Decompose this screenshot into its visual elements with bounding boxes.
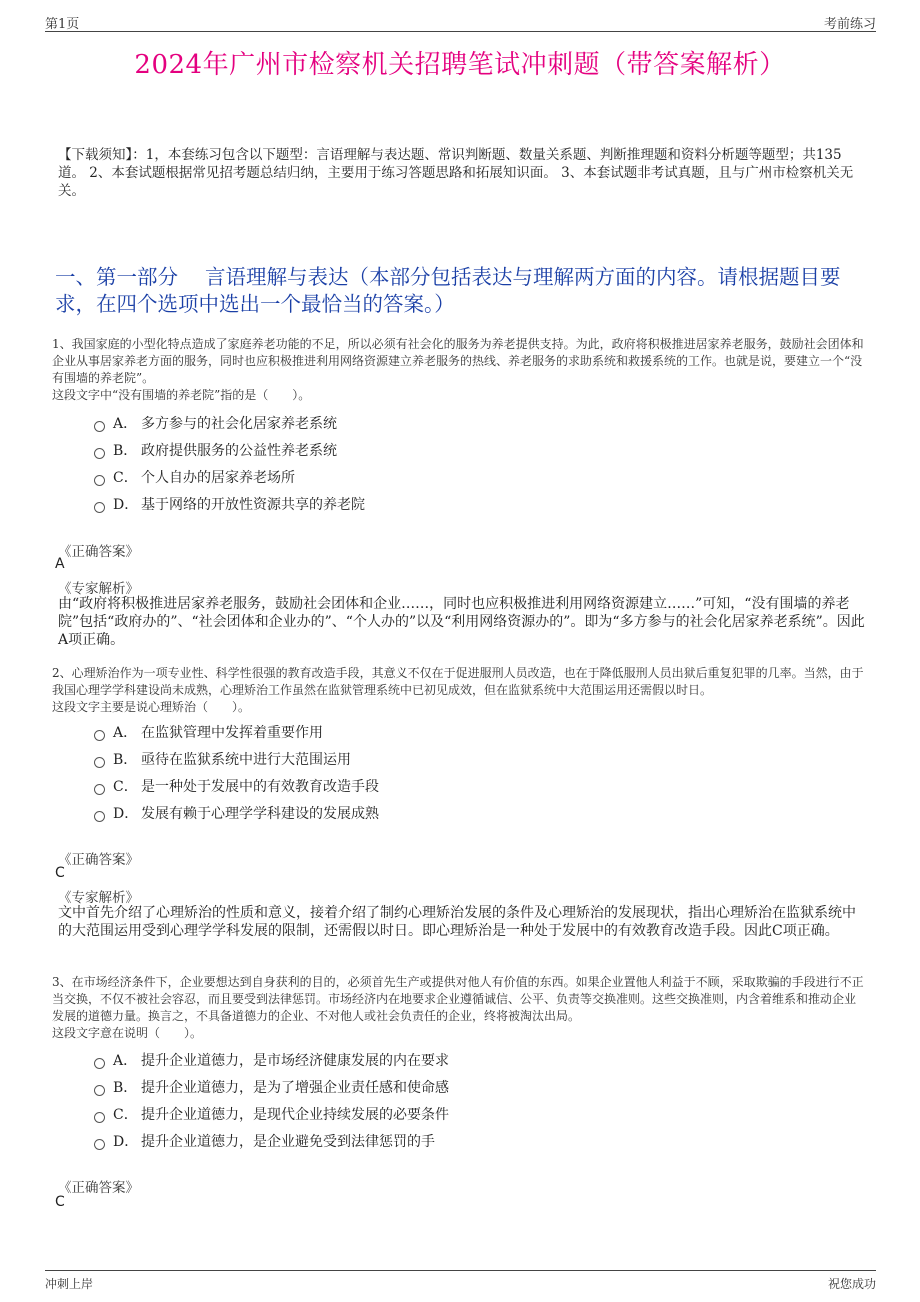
answer-label: 《正确答案》 — [58, 1180, 139, 1196]
footer-divider — [45, 1270, 876, 1271]
radio-icon[interactable] — [94, 1058, 105, 1069]
answer-label: 《正确答案》 — [58, 852, 139, 868]
question-1 — [52, 336, 866, 404]
answer-label: 《正确答案》 — [58, 544, 139, 560]
question-2-options — [92, 720, 792, 828]
radio-icon[interactable] — [94, 421, 105, 432]
option-b[interactable]: B． 亟待在监狱系统中进行大范围运用 — [92, 747, 792, 774]
analysis-text: 文中首先介绍了心理矫治的性质和意义，接着介绍了制约心理矫治发展的条件及心理矫治的发展现状，指出心理矫治在监狱系统中的大范围运用受到心理学学科发展的限制，还需假以时日。即心理矫治是一种处于发展中的有效教育改造手段。因此C项正确。 — [58, 905, 856, 939]
option-a[interactable]: A． 提升企业道德力，是市场经济健康发展的内在要求 — [92, 1048, 792, 1075]
analysis-label: 《专家解析》 — [58, 890, 139, 906]
radio-icon[interactable] — [94, 448, 105, 459]
question-prompt: 这段文字意在说明（ ）。 — [52, 1026, 203, 1040]
option-a[interactable]: A． 多方参与的社会化居家养老系统 — [92, 411, 792, 438]
question-3 — [52, 974, 866, 1042]
option-d[interactable]: D． 基于网络的开放性资源共享的养老院 — [92, 492, 792, 519]
question-3-options — [92, 1048, 792, 1156]
radio-icon[interactable] — [94, 730, 105, 741]
question-prompt: 这段文字中“没有围墙的养老院”指的是（ ）。 — [52, 388, 311, 402]
question-prompt: 这段文字主要是说心理矫治（ ）。 — [52, 700, 251, 714]
header-category: 考前练习 — [823, 17, 876, 32]
radio-icon[interactable] — [94, 757, 105, 768]
radio-icon[interactable] — [94, 1139, 105, 1150]
answer-value: C — [55, 865, 65, 881]
option-d[interactable]: D． 发展有赖于心理学学科建设的发展成熟 — [92, 801, 792, 828]
option-c[interactable]: C． 是一种处于发展中的有效教育改造手段 — [92, 774, 792, 801]
radio-icon[interactable] — [94, 502, 105, 513]
answer-value: A — [55, 556, 65, 572]
option-b[interactable]: B． 政府提供服务的公益性养老系统 — [92, 438, 792, 465]
option-a[interactable]: A． 在监狱管理中发挥着重要作用 — [92, 720, 792, 747]
question-2 — [52, 665, 866, 716]
question-stem: 2、心理矫治作为一项专业性、科学性很强的教育改造手段，其意义不仅在于促进服刑人员改造，也在于降低服刑人员出狱后重复犯罪的几率。当然，由于我国心理学学科建设尚未成熟，心理矫治工作虽然在监狱管理系统中已初见成效，但在监狱系统中大范围运用还需假以时日。 — [52, 666, 864, 697]
option-d[interactable]: D． 提升企业道德力，是企业避免受到法律惩罚的手 — [92, 1129, 792, 1156]
answer-value: C — [55, 1194, 65, 1210]
footer-right-text: 祝您成功 — [827, 1277, 876, 1291]
question-stem: 1、我国家庭的小型化特点造成了家庭养老功能的不足，所以必须有社会化的服务为养老提供支持。为此，政府将积极推进居家养老服务，鼓励社会团体和企业从事居家养老方面的服务，同时也应积极推进利用网络资源建立养老服务的热线、养老服务的求助系统和救援系统的工作。也就是说，要建立一个“没有围墙的养老院”。 — [52, 337, 864, 385]
page-number: 第1页 — [45, 17, 80, 32]
analysis-label: 《专家解析》 — [58, 581, 139, 597]
page-title: 2024年广州市检察机关招聘笔试冲刺题（带答案解析） — [134, 50, 786, 80]
section-heading: 一、第一部分 言语理解与表达（本部分包括表达与理解两方面的内容。请根据题目要求，在四个选项中选出一个最恰当的答案。） — [55, 265, 841, 316]
radio-icon[interactable] — [94, 811, 105, 822]
analysis-text: 由“政府将积极推进居家养老服务，鼓励社会团体和企业……，同时也应积极推进利用网络资源建立……”可知，“没有围墙的养老院”包括“政府办的”、“社会团体和企业办的”、“个人办的”以及“利用网络资源办的”。即为“多方参与的社会化居家养老系统”。因此A项正确。 — [58, 596, 865, 648]
download-notice: 【下载须知】：1，本套练习包含以下题型：言语理解与表达题、常识判断题、数量关系题、判断推理题和资料分析题等题型；共135道。 2、本套试题根据常见招考题总结归纳，主要用于练习答题思路和拓展知识面。 3、本套试题非考试真题，且与广州市检察机关无关。 — [58, 147, 854, 199]
radio-icon[interactable] — [94, 1085, 105, 1096]
option-c[interactable]: C． 提升企业道德力，是现代企业持续发展的必要条件 — [92, 1102, 792, 1129]
footer-left-text: 冲刺上岸 — [45, 1277, 94, 1291]
radio-icon[interactable] — [94, 475, 105, 486]
option-b[interactable]: B． 提升企业道德力，是为了增强企业责任感和使命感 — [92, 1075, 792, 1102]
radio-icon[interactable] — [94, 784, 105, 795]
question-1-options — [92, 411, 792, 519]
radio-icon[interactable] — [94, 1112, 105, 1123]
option-c[interactable]: C． 个人自办的居家养老场所 — [92, 465, 792, 492]
header-divider — [45, 31, 876, 32]
question-stem: 3、在市场经济条件下，企业要想达到自身获利的目的，必须首先生产或提供对他人有价值的东西。如果企业置他人利益于不顾，采取欺骗的手段进行不正当交换，不仅不被社会容忍，而且要受到法律惩罚。市场经济内在地要求企业遵循诚信、公平、负责等交换准则。这些交换准则，内含着维系和推动企业发展的道德力量。换言之，不具备道德力的企业、不对他人或社会负责任的企业，终将被淘汰出局。 — [52, 975, 864, 1023]
